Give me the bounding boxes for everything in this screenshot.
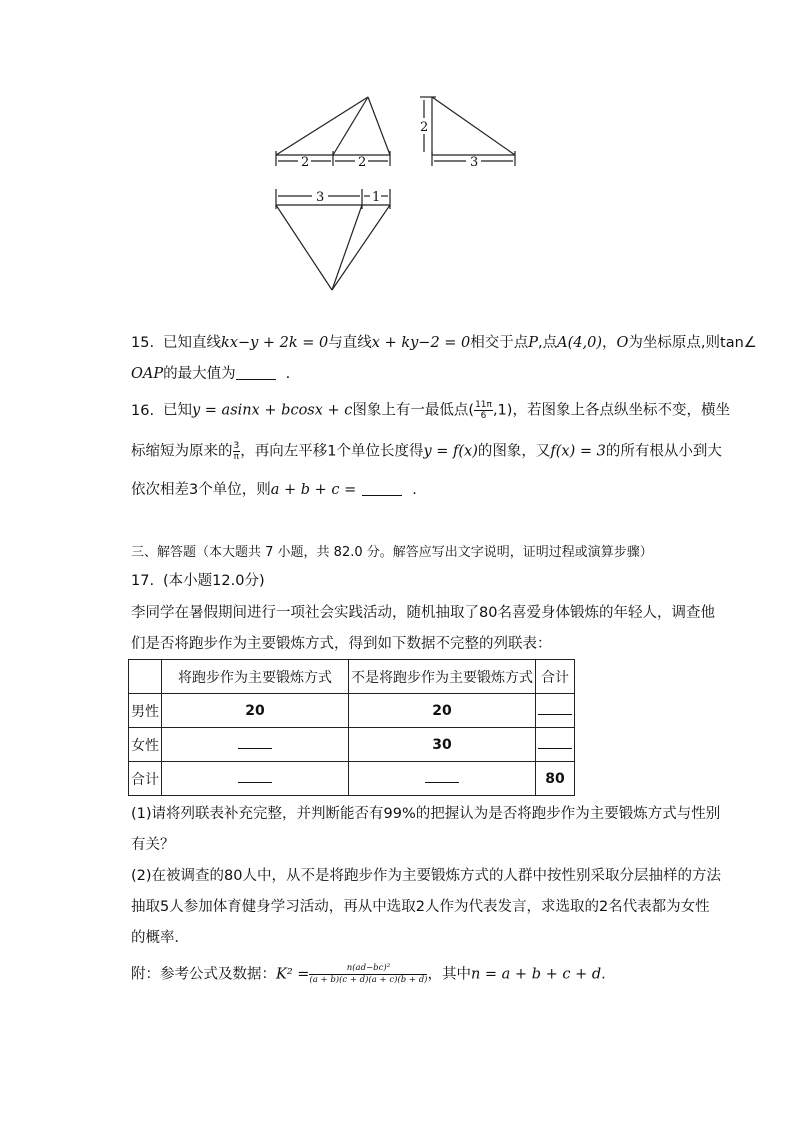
q15-text: 相交于点	[470, 335, 529, 351]
row-label: 合计	[129, 762, 162, 796]
side-label-width: 3	[470, 155, 479, 170]
q17-part1-line2: 有关？	[131, 837, 175, 853]
q16-fx-eq: f(x) = 3	[550, 443, 606, 460]
blank-line	[538, 736, 572, 749]
table-header-cell: 将跑步作为主要锻炼方式	[162, 660, 349, 694]
q16-text: 图象上有一最低点	[352, 402, 469, 419]
q15-line1	[131, 333, 757, 353]
front-label-left: 2	[301, 155, 310, 170]
table-blank-cell[interactable]	[536, 728, 575, 762]
q17-part2-line1: (2)在被调查的80人中，从不是将跑步作为主要锻炼方式的人群中按性别采取分层抽样的方法	[131, 868, 721, 884]
q16-sum-expr: a + b + c =	[270, 482, 357, 498]
row-label: 女性	[129, 728, 162, 762]
table-header-cell	[129, 660, 162, 694]
q17-part1-line1: (1)请将列联表补充完整，并判断能否有99%的把握认为是否将跑步作为主要锻炼方式与性别	[131, 806, 721, 822]
q16-text: 标缩短为原来的	[131, 443, 233, 460]
table-row	[129, 762, 575, 796]
front-view	[276, 97, 390, 166]
contingency-table	[128, 659, 575, 796]
q15-text: ，	[602, 335, 617, 351]
q17-appendix	[131, 963, 606, 986]
q15-text: 已知直线	[163, 335, 221, 351]
row-label: 男性	[129, 694, 162, 728]
q15-number: 15.	[131, 335, 155, 351]
q16-period: .	[412, 482, 417, 498]
table-blank-cell[interactable]	[536, 694, 575, 728]
q15-text: ,点	[538, 335, 558, 351]
top-label-right: 1	[372, 190, 381, 205]
table-header-cell: 合计	[536, 660, 575, 694]
appendix-text: ，其中	[427, 966, 471, 983]
q15-point-a: A(4,0)	[557, 335, 603, 351]
k2-symbol: K² =	[276, 966, 310, 983]
table-cell: 30	[349, 728, 536, 762]
q17-intro-line1: 李同学在暑假期间进行一项社会实践活动，随机抽取了80名喜爱身体锻炼的年轻人，调查他	[131, 605, 715, 621]
q16-text: 已知	[163, 402, 192, 419]
q16-line1	[131, 400, 730, 421]
n-expr: n = a + b + c + d	[470, 966, 602, 983]
q17-intro-line2: 们是否将跑步作为主要锻炼方式，得到如下数据不完整的列联表：	[131, 636, 552, 652]
table-blank-cell[interactable]	[162, 762, 349, 796]
table-row	[129, 694, 575, 728]
q16-text: ，若图象上各点纵坐标不变，横坐	[512, 402, 730, 419]
q17-header	[131, 571, 265, 591]
q15-answer-blank[interactable]	[236, 365, 276, 380]
table-cell: 20	[162, 694, 349, 728]
q17-score: (本小题12.0分)	[163, 573, 265, 589]
q16-text: 的图象，又	[477, 443, 551, 460]
q15-line2-expr: x + ky−2 = 0	[371, 335, 471, 351]
q15-angle: OAP	[131, 366, 164, 382]
top-label-left: 3	[316, 190, 325, 205]
appendix-period: .	[601, 966, 606, 983]
q16-point-fraction: $\frac{11\pi}{6}$	[475, 400, 492, 421]
blank-line	[538, 702, 572, 715]
side-label-height: 2	[420, 120, 429, 135]
q17-number: 17.	[131, 573, 155, 589]
blank-line	[425, 770, 459, 783]
q16-text: 的所有根从小到大	[605, 443, 722, 460]
q17-part2-line3: 的概率．	[131, 930, 189, 946]
table-cell: 20	[349, 694, 536, 728]
q15-text: 为坐标原点,则tan∠	[628, 335, 757, 351]
front-label-right: 2	[358, 155, 367, 170]
q15-line1-expr: kx−y + 2k = 0	[221, 335, 329, 351]
q15-point-p: P	[528, 335, 539, 351]
q16-point: ,1)	[492, 402, 513, 419]
q16-text: ，再向左平移1个单位长度得	[240, 443, 424, 460]
appendix-label: 附：参考公式及数据：	[131, 966, 276, 983]
section-heading: 三、解答题（本大题共 7 小题，共 82.0 分。解答应写出文字说明，证明过程或演算步骤）	[131, 545, 653, 560]
q16-fx-expr: y = f(x)	[423, 443, 478, 460]
q15-origin: O	[616, 335, 629, 351]
q16-number: 16.	[131, 402, 155, 419]
side-view	[420, 97, 515, 166]
table-cell: 80	[536, 762, 575, 796]
blank-line	[238, 736, 272, 749]
table-header-cell: 不是将跑步作为主要锻炼方式	[349, 660, 536, 694]
blank-line	[238, 770, 272, 783]
k2-formula: $\frac{\text{n(ad−bc)²}}{(a + b)(c + d)(a + c)(b + d)}$	[309, 963, 428, 985]
q15-line2	[131, 364, 290, 384]
q16-scale-fraction: $\frac{3}{\pi}$	[233, 441, 240, 462]
q16-line2	[131, 441, 722, 462]
q16-line3	[131, 480, 417, 500]
q15-period: .	[285, 366, 291, 382]
three-view-figures	[0, 0, 794, 320]
table-header-row	[129, 660, 575, 694]
table-blank-cell[interactable]	[162, 728, 349, 762]
q17-part2-line2: 抽取5人参加体育健身学习活动，再从中选取2人作为代表发言，求选取的2名代表都为女性	[131, 899, 710, 915]
q16-point: (	[468, 402, 475, 419]
q16-function-expr: y = asinx + bcosx + c	[192, 402, 353, 419]
table-row	[129, 728, 575, 762]
q15-text: 的最大值为	[163, 366, 236, 382]
q15-text: 与直线	[328, 335, 372, 351]
q16-answer-blank[interactable]	[362, 481, 402, 496]
table-blank-cell[interactable]	[349, 762, 536, 796]
q16-text: 依次相差3个单位，则	[131, 482, 271, 498]
